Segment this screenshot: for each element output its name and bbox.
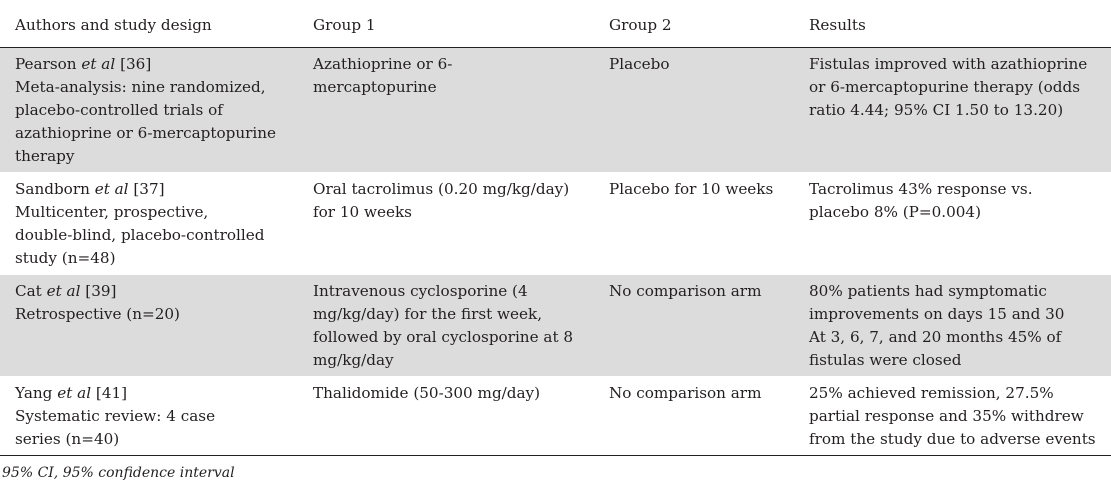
reference-number: [41]	[95, 384, 128, 402]
results-text: Tacrolimus 43% response vs. placebo 8% (P=0.004)	[809, 180, 1033, 221]
author-citation	[15, 382, 298, 405]
results-text: 25% achieved remission, 27.5% partial response and 35% withdrew from the study due to adverse events	[809, 384, 1096, 448]
et-al: et al	[57, 384, 92, 402]
group-1-text: Intravenous cyclosporine (4 mg/kg/day) for the first week, followed by oral cyclosporine at 8 mg/kg/day	[313, 282, 574, 369]
author-name: Yang	[15, 384, 53, 402]
cell-group-2	[594, 275, 794, 377]
results-text: Fistulas improved with azathioprine or 6-mercaptopurine therapy (odds ratio 4.44; 95% CI 1.50 to 13.20)	[809, 55, 1088, 119]
cell-results	[794, 377, 1111, 456]
group-2-text: Placebo for 10 weeks	[609, 180, 774, 198]
study-design: Meta-analysis: nine randomized, placebo-controlled trials of azathioprine or 6-mercaptopurine therapy	[15, 78, 277, 165]
author-citation	[15, 178, 298, 201]
group-1-text: Oral tacrolimus (0.20 mg/kg/day) for 10 weeks	[313, 180, 570, 221]
cell-group-1	[298, 377, 594, 456]
author-name: Sandborn	[15, 180, 90, 198]
author-name: Cat	[15, 282, 42, 300]
et-al: et al	[94, 180, 129, 198]
cell-group-2	[594, 48, 794, 173]
cell-group-2	[594, 173, 794, 275]
author-name: Pearson	[15, 55, 77, 73]
et-al: et al	[81, 55, 116, 73]
table-row	[0, 377, 1111, 456]
cell-authors	[0, 377, 298, 456]
reference-number: [37]	[133, 180, 165, 198]
table-row	[0, 48, 1111, 173]
header-authors: Authors and study design	[0, 0, 298, 48]
author-citation	[15, 280, 298, 303]
cell-group-1	[298, 173, 594, 275]
header-group-1: Group 1	[298, 0, 594, 48]
table-row	[0, 275, 1111, 377]
cell-group-1	[298, 275, 594, 377]
study-design: Multicenter, prospective, double-blind, placebo-controlled study (n=48)	[15, 203, 265, 267]
et-al: et al	[46, 282, 81, 300]
table-footnote: 95% CI, 95% confidence interval	[2, 465, 235, 481]
group-1-text: Azathioprine or 6-mercaptopurine	[313, 55, 453, 96]
group-2-text: Placebo	[609, 55, 670, 73]
reference-number: [39]	[85, 282, 117, 300]
cell-results	[794, 275, 1111, 377]
cell-group-2	[594, 377, 794, 456]
cell-group-1	[298, 48, 594, 173]
cell-authors	[0, 275, 298, 377]
group-2-text: No comparison arm	[609, 282, 762, 300]
study-design: Retrospective (n=20)	[15, 305, 180, 323]
cell-authors	[0, 173, 298, 275]
group-2-text: No comparison arm	[609, 384, 762, 402]
table-row	[0, 173, 1111, 275]
group-1-text: Thalidomide (50-300 mg/day)	[313, 384, 541, 402]
header-results: Results	[794, 0, 1111, 48]
study-design: Systematic review: 4 case series (n=40)	[15, 407, 216, 448]
header-group-2: Group 2	[594, 0, 794, 48]
reference-number: [36]	[120, 55, 152, 73]
cell-authors	[0, 48, 298, 173]
cell-results	[794, 48, 1111, 173]
results-text: 80% patients had symptomatic improvements on days 15 and 30 At 3, 6, 7, and 20 months 45% of fistulas were closed	[809, 282, 1065, 369]
author-citation	[15, 53, 298, 76]
table-header-row	[0, 0, 1111, 48]
cell-results	[794, 173, 1111, 275]
